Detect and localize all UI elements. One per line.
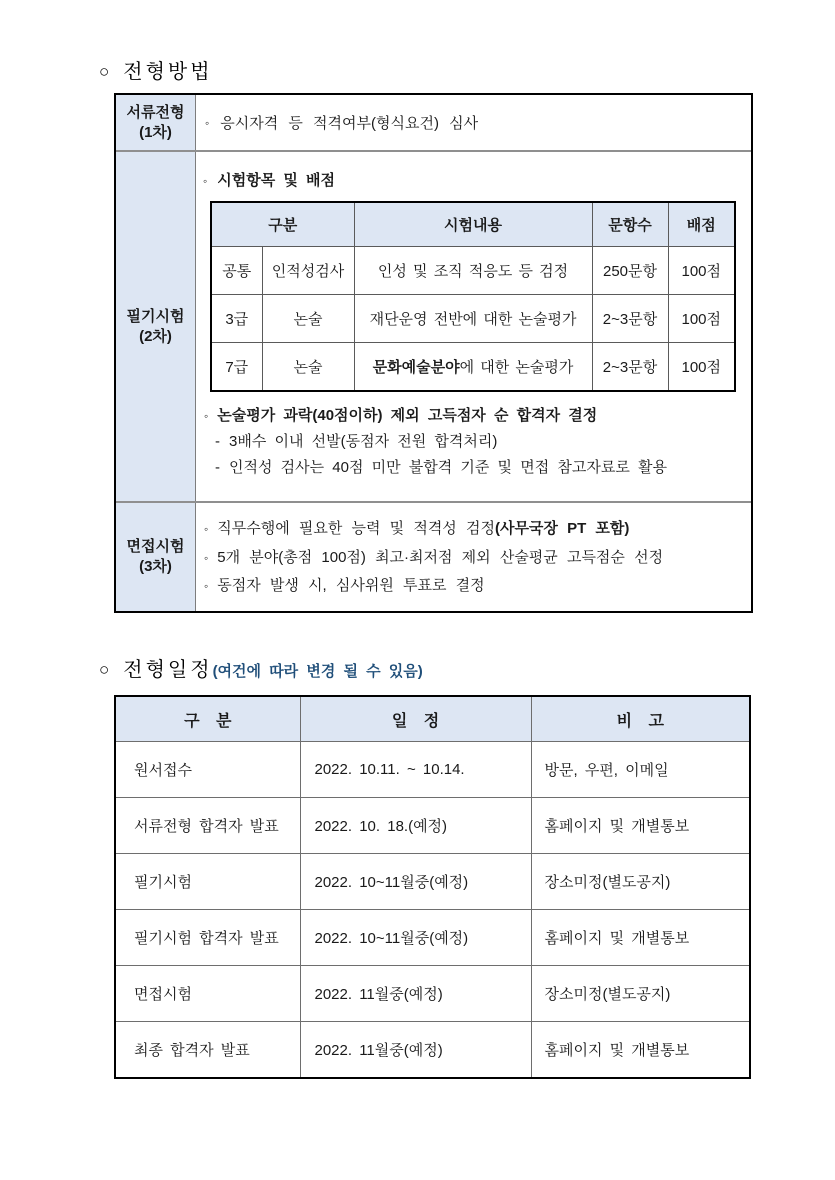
schedule-table [114,695,751,1079]
cell-schedule: 2022. 10. 18.(예정) [300,798,531,854]
interview-content [196,503,751,611]
cell-content-text: 인성 및 조직 적응도 등 검정 [377,263,569,280]
cell-content-bold: 문화예술분야 [372,359,460,376]
exam-items-subtitle [203,169,745,190]
cell-content-text: 재단운영 전반에 대한 논술평가 [369,311,577,328]
cell-points: 100점 [668,295,735,343]
stage-round: (3차) [139,558,172,575]
cell-content-text: 에 대한 논술평가 [459,359,574,376]
circle-bullet-icon: ◦ [204,409,209,423]
interview-bullet-1 [204,515,747,544]
schedule-section-title [99,653,423,682]
note-text: 논술평가 과락(40점이하) 제외 고득점자 순 합격자 결정 [217,407,598,424]
cell-points: 100점 [668,247,735,295]
cell-subject: 논술 [262,295,354,343]
cell-remark: 장소미정(별도공지) [531,966,750,1022]
note-text: 3배수 이내 선발(동점자 전원 합격처리) [229,433,498,450]
circle-bullet-icon: ◦ [204,522,209,536]
method-table [114,93,753,613]
table-row [211,295,735,343]
exam-items-table [210,201,736,392]
header-remark: 비 고 [531,696,750,742]
header-exam-content: 시험내용 [354,202,592,247]
dash-bullet-icon: - [215,459,220,476]
interview-text: 동점자 발생 시, 심사위원 투표로 결정 [217,577,485,594]
table-row-document-screening [116,95,751,150]
cell-content [354,343,592,392]
cell-schedule: 2022. 10.11. ~ 10.14. [300,742,531,798]
method-section-title [99,55,213,84]
table-row [115,910,750,966]
table-row-written-exam [116,150,751,501]
header-schedule: 일 정 [300,696,531,742]
method-title-text: 전형방법 [123,61,213,83]
interview-bullet-3 [204,572,747,601]
cell-category: 원서접수 [115,742,300,798]
table-row [115,854,750,910]
cell-category: 필기시험 [115,854,300,910]
cell-level: 3급 [211,295,262,343]
schedule-title-note: (여건에 따라 변경 될 수 있음) [212,663,423,680]
cell-question-count: 2~3문항 [592,295,668,343]
cell-level: 7급 [211,343,262,392]
stage-name: 서류전형 [126,103,185,121]
stage-round: (2차) [139,327,172,345]
cell-remark: 홈페이지 및 개별통보 [531,798,750,854]
dash-bullet-icon: - [215,433,220,450]
interview-text: 5개 분야(총점 100점) 최고·최저점 제외 산술평균 고득점순 선정 [217,548,664,566]
table-row [115,798,750,854]
cell-schedule: 2022. 11월중(예정) [300,1022,531,1079]
exam-table-header-row [211,202,735,247]
schedule-title-text: 전형일정 [123,659,213,681]
cell-points: 100점 [668,343,735,392]
cell-remark: 방문, 우편, 이메일 [531,742,750,798]
stage-cell-interview [116,503,196,611]
header-points: 배점 [668,202,735,247]
stage-name: 필기시험 [126,307,185,325]
table-row-interview [116,501,751,611]
note-multiplier [204,429,745,455]
note-text: 인적성 검사는 40점 미만 불합격 기준 및 면접 참고자료로 활용 [229,459,667,476]
header-category: 구 분 [115,696,300,742]
stage-round: (1차) [139,123,172,141]
stage-cell-document [116,95,196,150]
cell-remark: 장소미정(별도공지) [531,854,750,910]
circle-bullet-icon: ◦ [204,579,209,593]
cell-question-count: 2~3문항 [592,343,668,392]
cell-content [354,295,592,343]
header-question-count: 문항수 [592,202,668,247]
interview-text-bold: (사무국장 PT 포함) [494,520,630,537]
cell-category: 필기시험 합격자 발표 [115,910,300,966]
stage-cell-written [116,152,196,501]
circle-bullet-icon: ◦ [203,174,208,188]
stage-name: 면접시험 [126,538,185,555]
table-row [211,343,735,392]
schedule-header-row [115,696,750,742]
interview-text: 직무수행에 필요한 능력 및 적격성 검정 [217,520,495,537]
document-screening-content [196,95,751,150]
note-personality-test [204,455,745,481]
cell-subject: 인적성검사 [262,247,354,295]
interview-bullet-2 [204,544,747,573]
circle-bullet-icon: ○ [99,660,110,679]
cell-level: 공통 [211,247,262,295]
cell-content [354,247,592,295]
table-row [115,742,750,798]
cell-remark: 홈페이지 및 개별통보 [531,910,750,966]
circle-bullet-icon: ◦ [204,550,209,565]
cell-category: 최종 합격자 발표 [115,1022,300,1079]
circle-bullet-icon: ◦ [205,115,210,130]
table-row [115,966,750,1022]
cell-category: 면접시험 [115,966,300,1022]
cell-schedule: 2022. 11월중(예정) [300,966,531,1022]
cell-category: 서류전형 합격자 발표 [115,798,300,854]
table-row [211,247,735,295]
table-row [115,1022,750,1079]
cell-question-count: 250문항 [592,247,668,295]
document-screening-text: 응시자격 등 적격여부(형식요건) 심사 [220,115,479,132]
cell-remark: 홈페이지 및 개별통보 [531,1022,750,1079]
exam-items-subtitle-text: 시험항목 및 배점 [217,172,336,189]
written-exam-notes [204,403,745,481]
cell-subject: 논술 [262,343,354,392]
circle-bullet-icon: ○ [99,62,110,81]
note-pass-criteria [204,403,745,429]
header-category: 구분 [211,202,354,247]
cell-schedule: 2022. 10~11월중(예정) [300,854,531,910]
cell-schedule: 2022. 10~11월중(예정) [300,910,531,966]
written-exam-content [196,152,751,501]
